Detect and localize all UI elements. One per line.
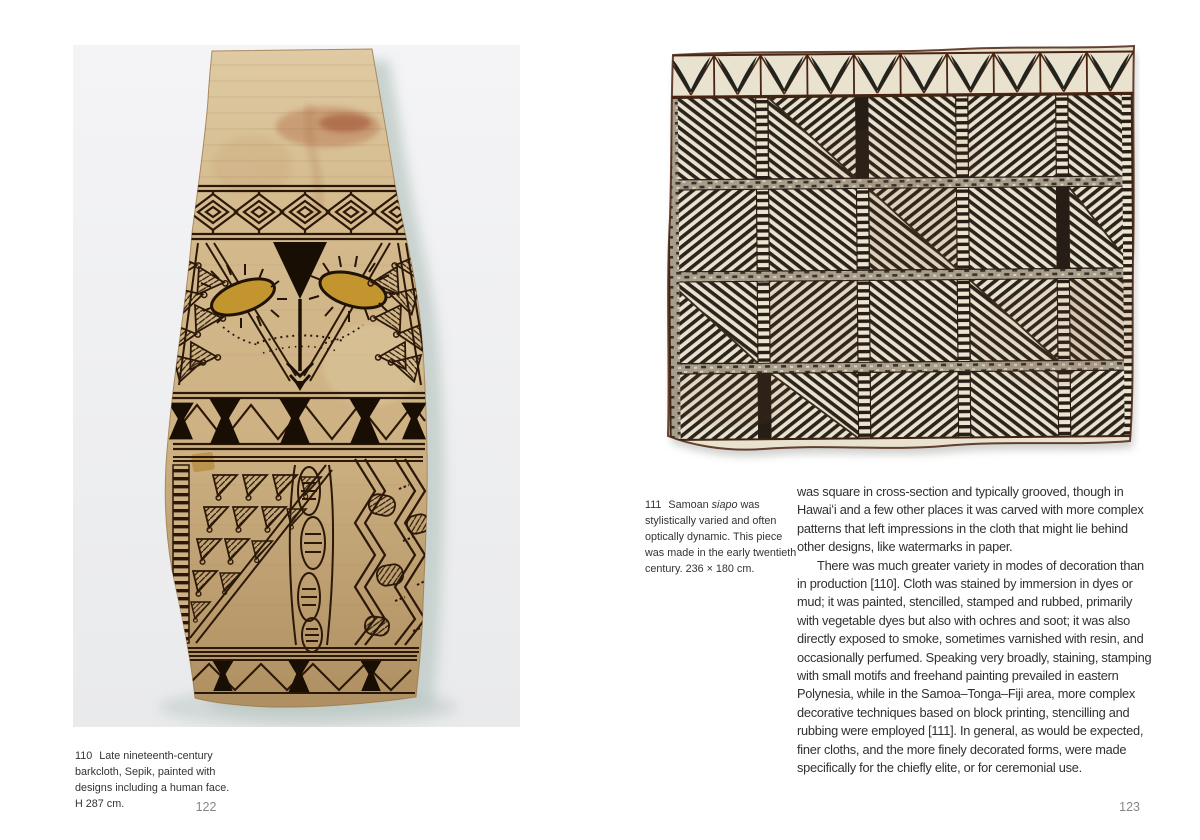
body-text [797,483,1153,778]
figure-111-number: 111 [645,498,662,511]
figure-110-number: 110 [75,749,93,762]
caption-line: stylistically varied and often [645,514,777,527]
figure-111-caption [645,497,820,577]
caption-line: Late nineteenth-century [99,749,213,762]
caption-line: was made in the early twentieth [645,546,797,559]
body-paragraph-2: There was much greater variety in modes of decoration than in production [110]. Cloth was stained by immersion in dyes or mud; it was painted, stencilled, stamped and rubbed, primarily with vegetable dyes but also with ochres and soot; it was also directly exposed to smoke, sometimes varnished with resin, and occasionally perfumed. Speaking very broadly, staining, stamping with small motifs and freehand painting prevailed in eastern Polynesia, while in the Samoa–Tonga–Fiji area, more complex decorative techniques based on block printing, stencilling and rubbing were employed [111]. In general, as would be expected, finer cloths, and the more finely decorated forms, were made specifically for the chiefly elite, or for ceremonial use. [797,557,1152,776]
caption-line: century. 236 × 180 cm. [645,562,755,575]
caption-line: H 287 cm. [75,797,125,810]
page-number-left: 122 [195,800,217,814]
caption-line: optically dynamic. This piece [645,530,783,543]
body-paragraph-1: was square in cross-section and typically grooved, though in Hawaiʻi and a few other places it was carved with more complex patterns that left impressions in the cloth that might lie behind other designs, like watermarks in paper. [797,484,1144,555]
caption-italic-term: siapo [711,498,738,511]
figure-111 [643,38,1140,470]
caption-line: barkcloth, Sepik, painted with [75,765,216,778]
caption-line: Samoan [668,498,712,511]
sepik-barkcloth-image [73,45,520,727]
figure-110 [73,45,520,727]
caption-line: designs including a human face. [75,781,230,794]
caption-line: was [737,498,760,511]
samoan-siapo-image [643,38,1140,470]
page-number-right: 123 [1119,800,1140,814]
